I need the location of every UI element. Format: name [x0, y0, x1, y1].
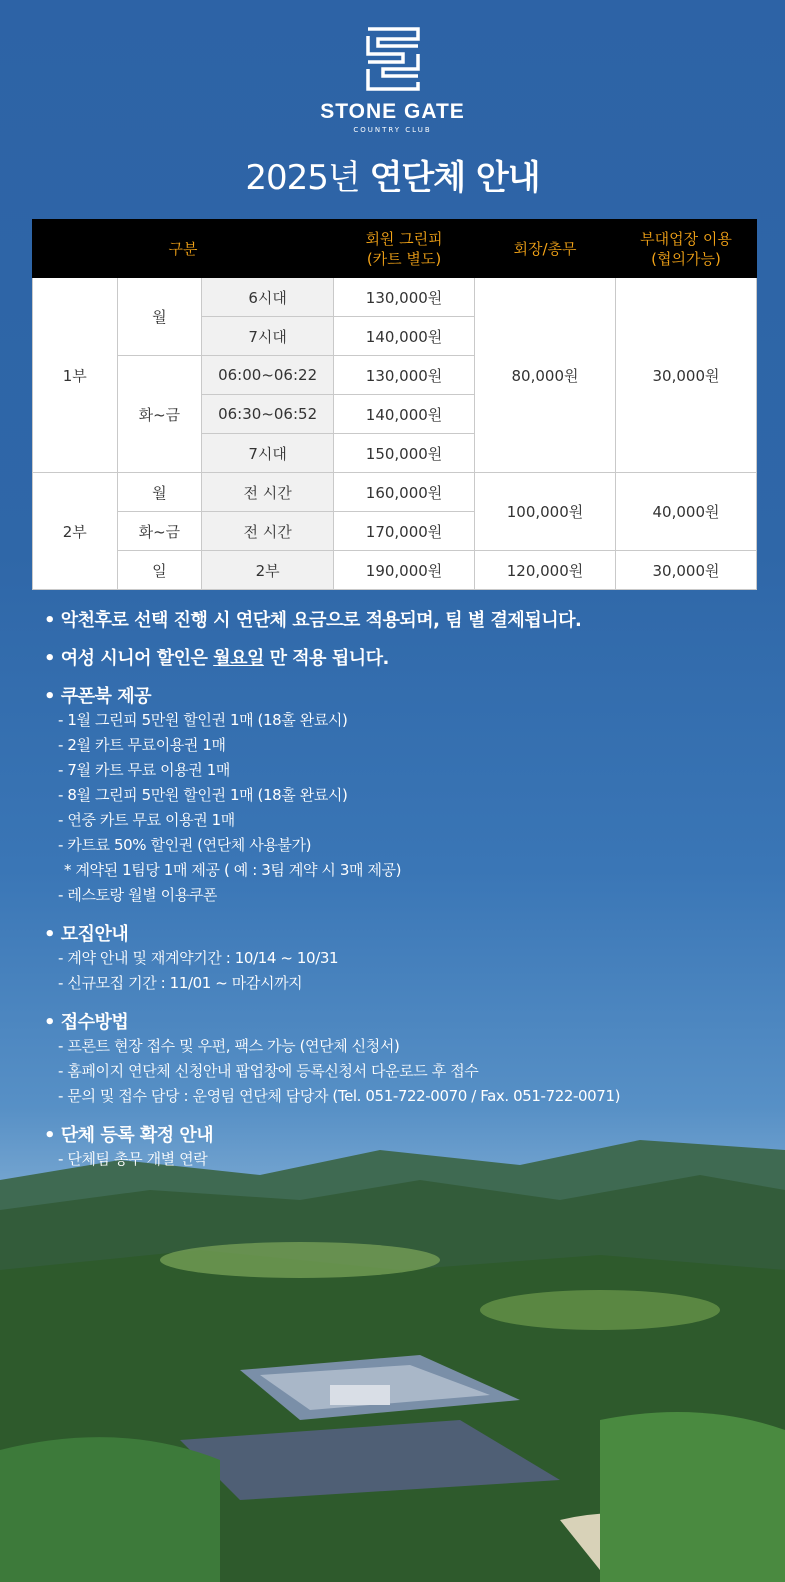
header-greenfee-line2: (카트 별도) [366, 249, 442, 268]
list-item: - 1월 그린피 5만원 할인권 1매 (18홀 완료시) [58, 711, 348, 729]
brand-tagline: COUNTRY CLUB [353, 126, 432, 134]
list-item: - 단체팀 총무 개별 연락 [58, 1150, 208, 1168]
time-cell: 7시대 [202, 434, 334, 473]
list-item: - 2월 카트 무료이용권 1매 [58, 736, 226, 754]
note-weather: • 악천후로 선택 진행 시 연단체 요금으로 적용되며, 팀 별 결제됩니다. [44, 610, 582, 631]
time-cell: 6시대 [202, 278, 334, 317]
list-item: - 문의 및 접수 담당 : 운영팀 연단체 담당자 (Tel. 051-722-0070 / Fax. 051-722-0071) [58, 1087, 621, 1105]
part1-label: 1부 [33, 278, 118, 473]
fee-cell: 150,000원 [334, 434, 475, 473]
confirm-title: • 단체 등록 확정 안내 [44, 1125, 214, 1146]
title-main: 연단체 안내 [369, 158, 540, 198]
apply-title: • 접수방법 [44, 1012, 129, 1033]
header-facility [615, 220, 756, 278]
header-president: 회장/총무 [475, 220, 616, 278]
table-row [33, 473, 757, 512]
note-senior-discount [44, 644, 764, 670]
time-cell: 전 시간 [202, 473, 334, 512]
time-cell: 7시대 [202, 317, 334, 356]
fee-cell: 190,000원 [334, 551, 475, 590]
list-item: - 연중 카트 무료 이용권 1매 [58, 811, 235, 829]
note-senior-monday: 월요일 [213, 648, 264, 669]
president-cell: 120,000원 [475, 551, 616, 590]
golf-course-aerial-image [0, 1120, 785, 1582]
page-title [0, 150, 785, 199]
title-year: 2025년 [245, 158, 360, 198]
list-item: - 8월 그린피 5만원 할인권 1매 (18홀 완료시) [58, 786, 348, 804]
stone-gate-emblem-icon [363, 24, 423, 94]
part2-label: 2부 [33, 473, 118, 590]
fee-cell: 160,000원 [334, 473, 475, 512]
fee-cell: 130,000원 [334, 356, 475, 395]
day-cell: 월 [117, 473, 202, 512]
list-item: - 홈페이지 연단체 신청안내 팝업창에 등록신청서 다운로드 후 접수 [58, 1062, 479, 1080]
table-row [33, 551, 757, 590]
fee-cell: 140,000원 [334, 395, 475, 434]
list-item: - 프론트 현장 접수 및 우편, 팩스 가능 (연단체 신청서) [58, 1037, 400, 1055]
fee-cell: 130,000원 [334, 278, 475, 317]
list-item: - 계약 안내 및 재계약기간 : 10/14 ~ 10/31 [58, 949, 339, 967]
time-cell: 전 시간 [202, 512, 334, 551]
part2-president: 100,000원 [475, 473, 616, 551]
list-item: - 레스토랑 월별 이용쿠폰 [58, 886, 218, 904]
note-senior-pre: • 여성 시니어 할인은 [44, 648, 214, 669]
coupon-title: • 쿠폰북 제공 [44, 686, 151, 707]
table-header-row [33, 220, 757, 278]
list-item-note: * 계약된 1팀당 1매 제공 ( 예 : 3팀 계약 시 3매 제공) [64, 861, 402, 879]
part1-day-tuefri: 화~금 [117, 356, 202, 473]
header-facility-line2: (협의가능) [651, 249, 721, 268]
notes-section [44, 606, 764, 1172]
fee-cell: 170,000원 [334, 512, 475, 551]
price-table [32, 219, 757, 590]
header-category: 구분 [33, 220, 334, 278]
part2-facility: 40,000원 [615, 473, 756, 551]
header-greenfee-line1: 회원 그린피 [365, 229, 443, 248]
day-cell: 일 [117, 551, 202, 590]
header-facility-line1: 부대업장 이용 [640, 229, 732, 248]
brand-logo [0, 24, 785, 134]
time-cell: 06:30~06:52 [202, 395, 334, 434]
time-cell: 2부 [202, 551, 334, 590]
time-cell: 06:00~06:22 [202, 356, 334, 395]
list-item: - 7월 카트 무료 이용권 1매 [58, 761, 230, 779]
day-cell: 화~금 [117, 512, 202, 551]
part1-day-mon: 월 [117, 278, 202, 356]
brand-name: STONE GATE [320, 100, 465, 123]
facility-cell: 30,000원 [615, 551, 756, 590]
header-greenfee [334, 220, 475, 278]
list-item: - 신규모집 기간 : 11/01 ~ 마감시까지 [58, 974, 303, 992]
recruit-title: • 모집안내 [44, 924, 129, 945]
table-row [33, 278, 757, 317]
part1-facility: 30,000원 [615, 278, 756, 473]
fee-cell: 140,000원 [334, 317, 475, 356]
note-senior-post: 만 적용 됩니다. [263, 648, 389, 669]
list-item: - 카트료 50% 할인권 (연단체 사용불가) [58, 836, 312, 854]
part1-president: 80,000원 [475, 278, 616, 473]
